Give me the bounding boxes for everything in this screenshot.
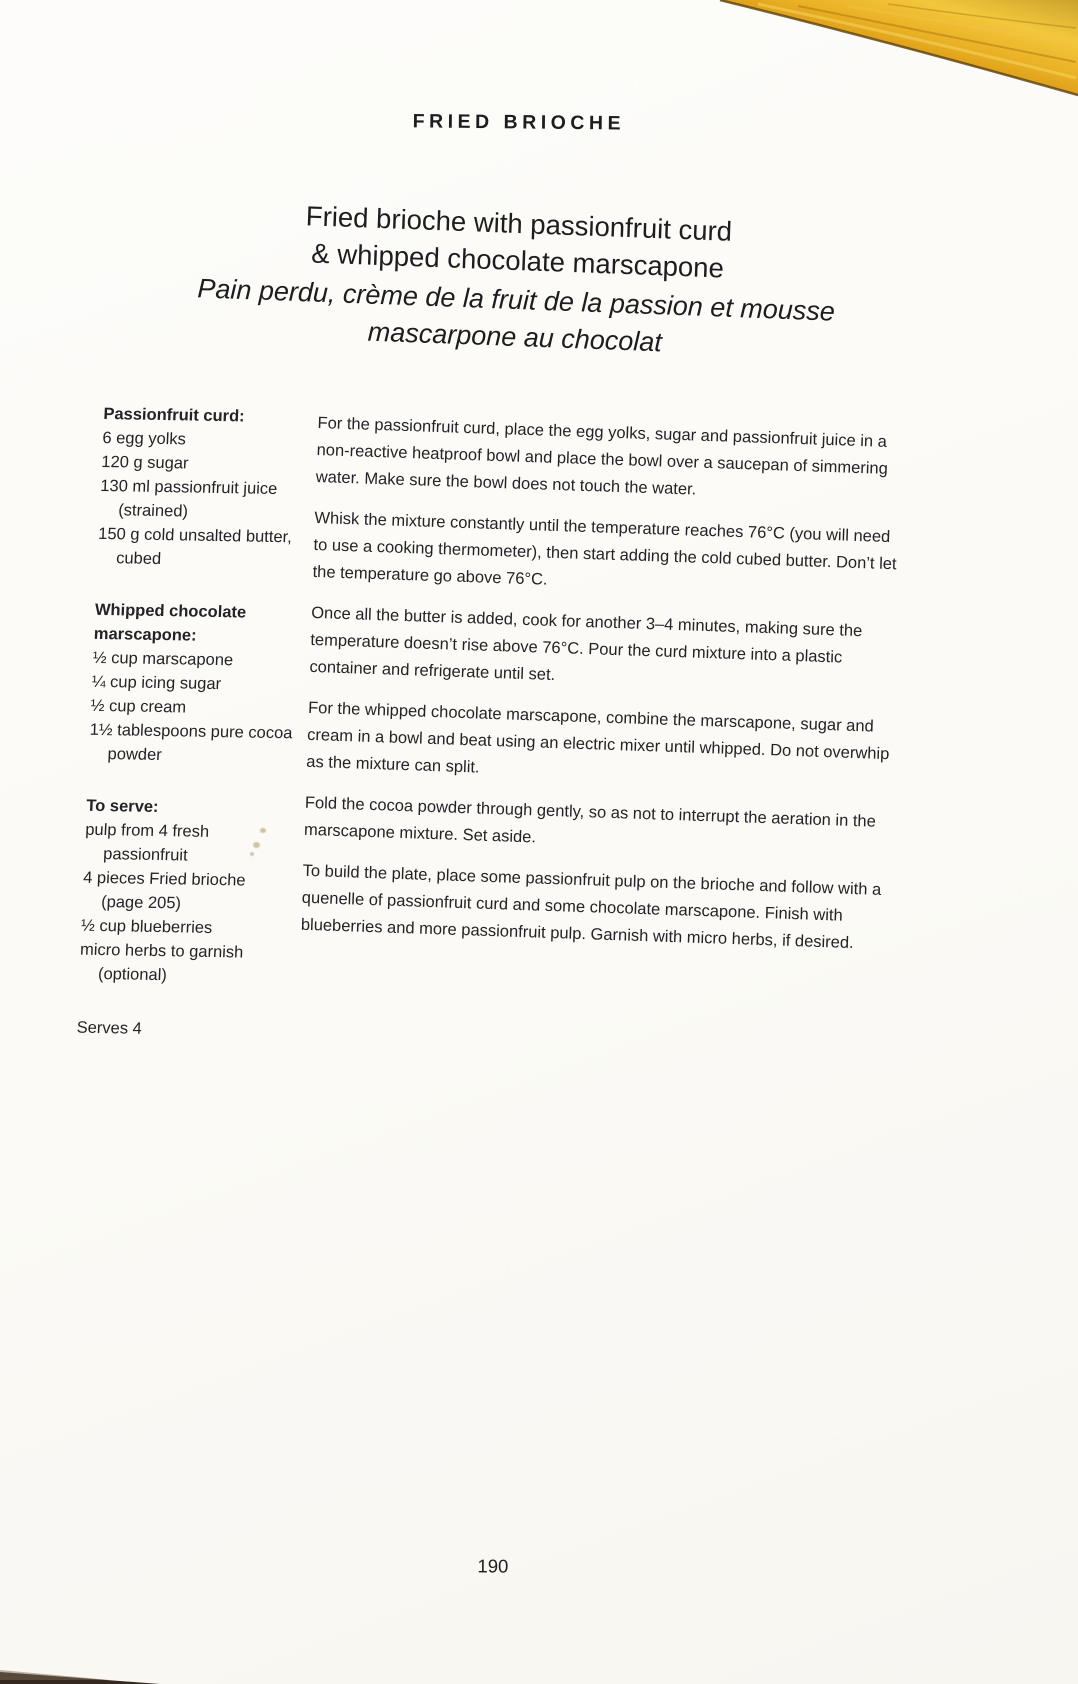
recipe-title-line: Fried brioche with passionfruit curd [305,200,733,247]
ingredient-item: micro herbs to garnish (optional) [79,940,244,985]
instruction-paragraph: For the passionfruit curd, place the egg yolks, sugar and passionfruit juice in a non-reactive heatproof bowl and place the bowl over a saucepan of simmering water. Make sure the bowl does not touch the water. [315,413,889,499]
ingredient-section-heading: Whipped chocolate marscapone: [93,600,247,645]
ingredient-section-heading: Passionfruit curd: [103,404,246,426]
recipe-title-line: & whipped chocolate marscapone [310,237,725,284]
ingredient-section-heading: To serve: [85,796,159,817]
recipe-title-block [0,186,1039,375]
ingredient-item: 1½ tablespoons pure cocoa powder [89,720,293,765]
instruction-paragraph: Once all the butter is added, cook for another 3–4 minutes, making sure the temperature doesn’t rise above 76°C. Pour the curd mixture into a plastic container and refrigerate until set. [309,603,863,685]
ingredient-item: pulp from 4 fresh passionfruit [84,820,210,865]
ingredients-column [76,402,312,1043]
page-number: 190 [477,1555,509,1577]
instruction-paragraph: For the whipped chocolate marscapone, combine the marscapone, sugar and cream in a bowl and beat using an electric mixer until whipped. Do not overwhip as the mixture can split. [306,698,890,777]
ingredient-item: 4 pieces Fried brioche (page 205) [82,868,246,913]
ingredient-section-to-serve [79,794,295,990]
ingredient-item: ½ cup cream [90,696,187,717]
instruction-paragraph: To build the plate, place some passionfruit pulp on the brioche and follow with a quenelle of passionfruit curd and some chocolate marscapone. Finish with blueberries and more passionfruit pulp. Garnish with micro herbs, if desired. [300,861,882,953]
instruction-paragraph: Whisk the mixture constantly until the temperature reaches 76°C (you will need to use a cooking thermometer), then start adding the cold cubed butter. Don’t let the temperature go above 76°C. [312,508,897,589]
ingredient-item: ½ cup blueberries [80,916,213,937]
ingredient-section-passionfruit-curd [97,402,312,574]
page-edge-shadow-artifact [0,1666,160,1684]
ingredient-item: 130 ml passionfruit juice (strained) [99,476,278,521]
ingredient-item: 150 g cold unsalted butter, cubed [97,524,293,569]
ingredient-item: 6 egg yolks [102,428,187,449]
instructions-column [300,410,903,972]
ingredient-item: 120 g sugar [100,452,189,473]
instruction-paragraph: Fold the cocoa powder through gently, so as not to interrupt the aeration in the marscapone mixture. Set aside. [303,793,877,847]
recipe-subtitle-line: mascarpone au chocolat [367,316,663,358]
serves-note: Serves 4 [76,1018,143,1038]
ingredient-item: ½ cup marscapone [92,648,234,670]
running-header: FRIED BRIOCHE [412,110,626,135]
wood-corner-photo-artifact [688,0,1078,110]
recipe-subtitle-line: Pain perdu, crème de la fruit de la passion et mousse [196,273,836,327]
ingredient-item: ¼ cup icing sugar [91,672,222,694]
ingredient-section-whipped-chocolate-marscapone [88,598,303,770]
